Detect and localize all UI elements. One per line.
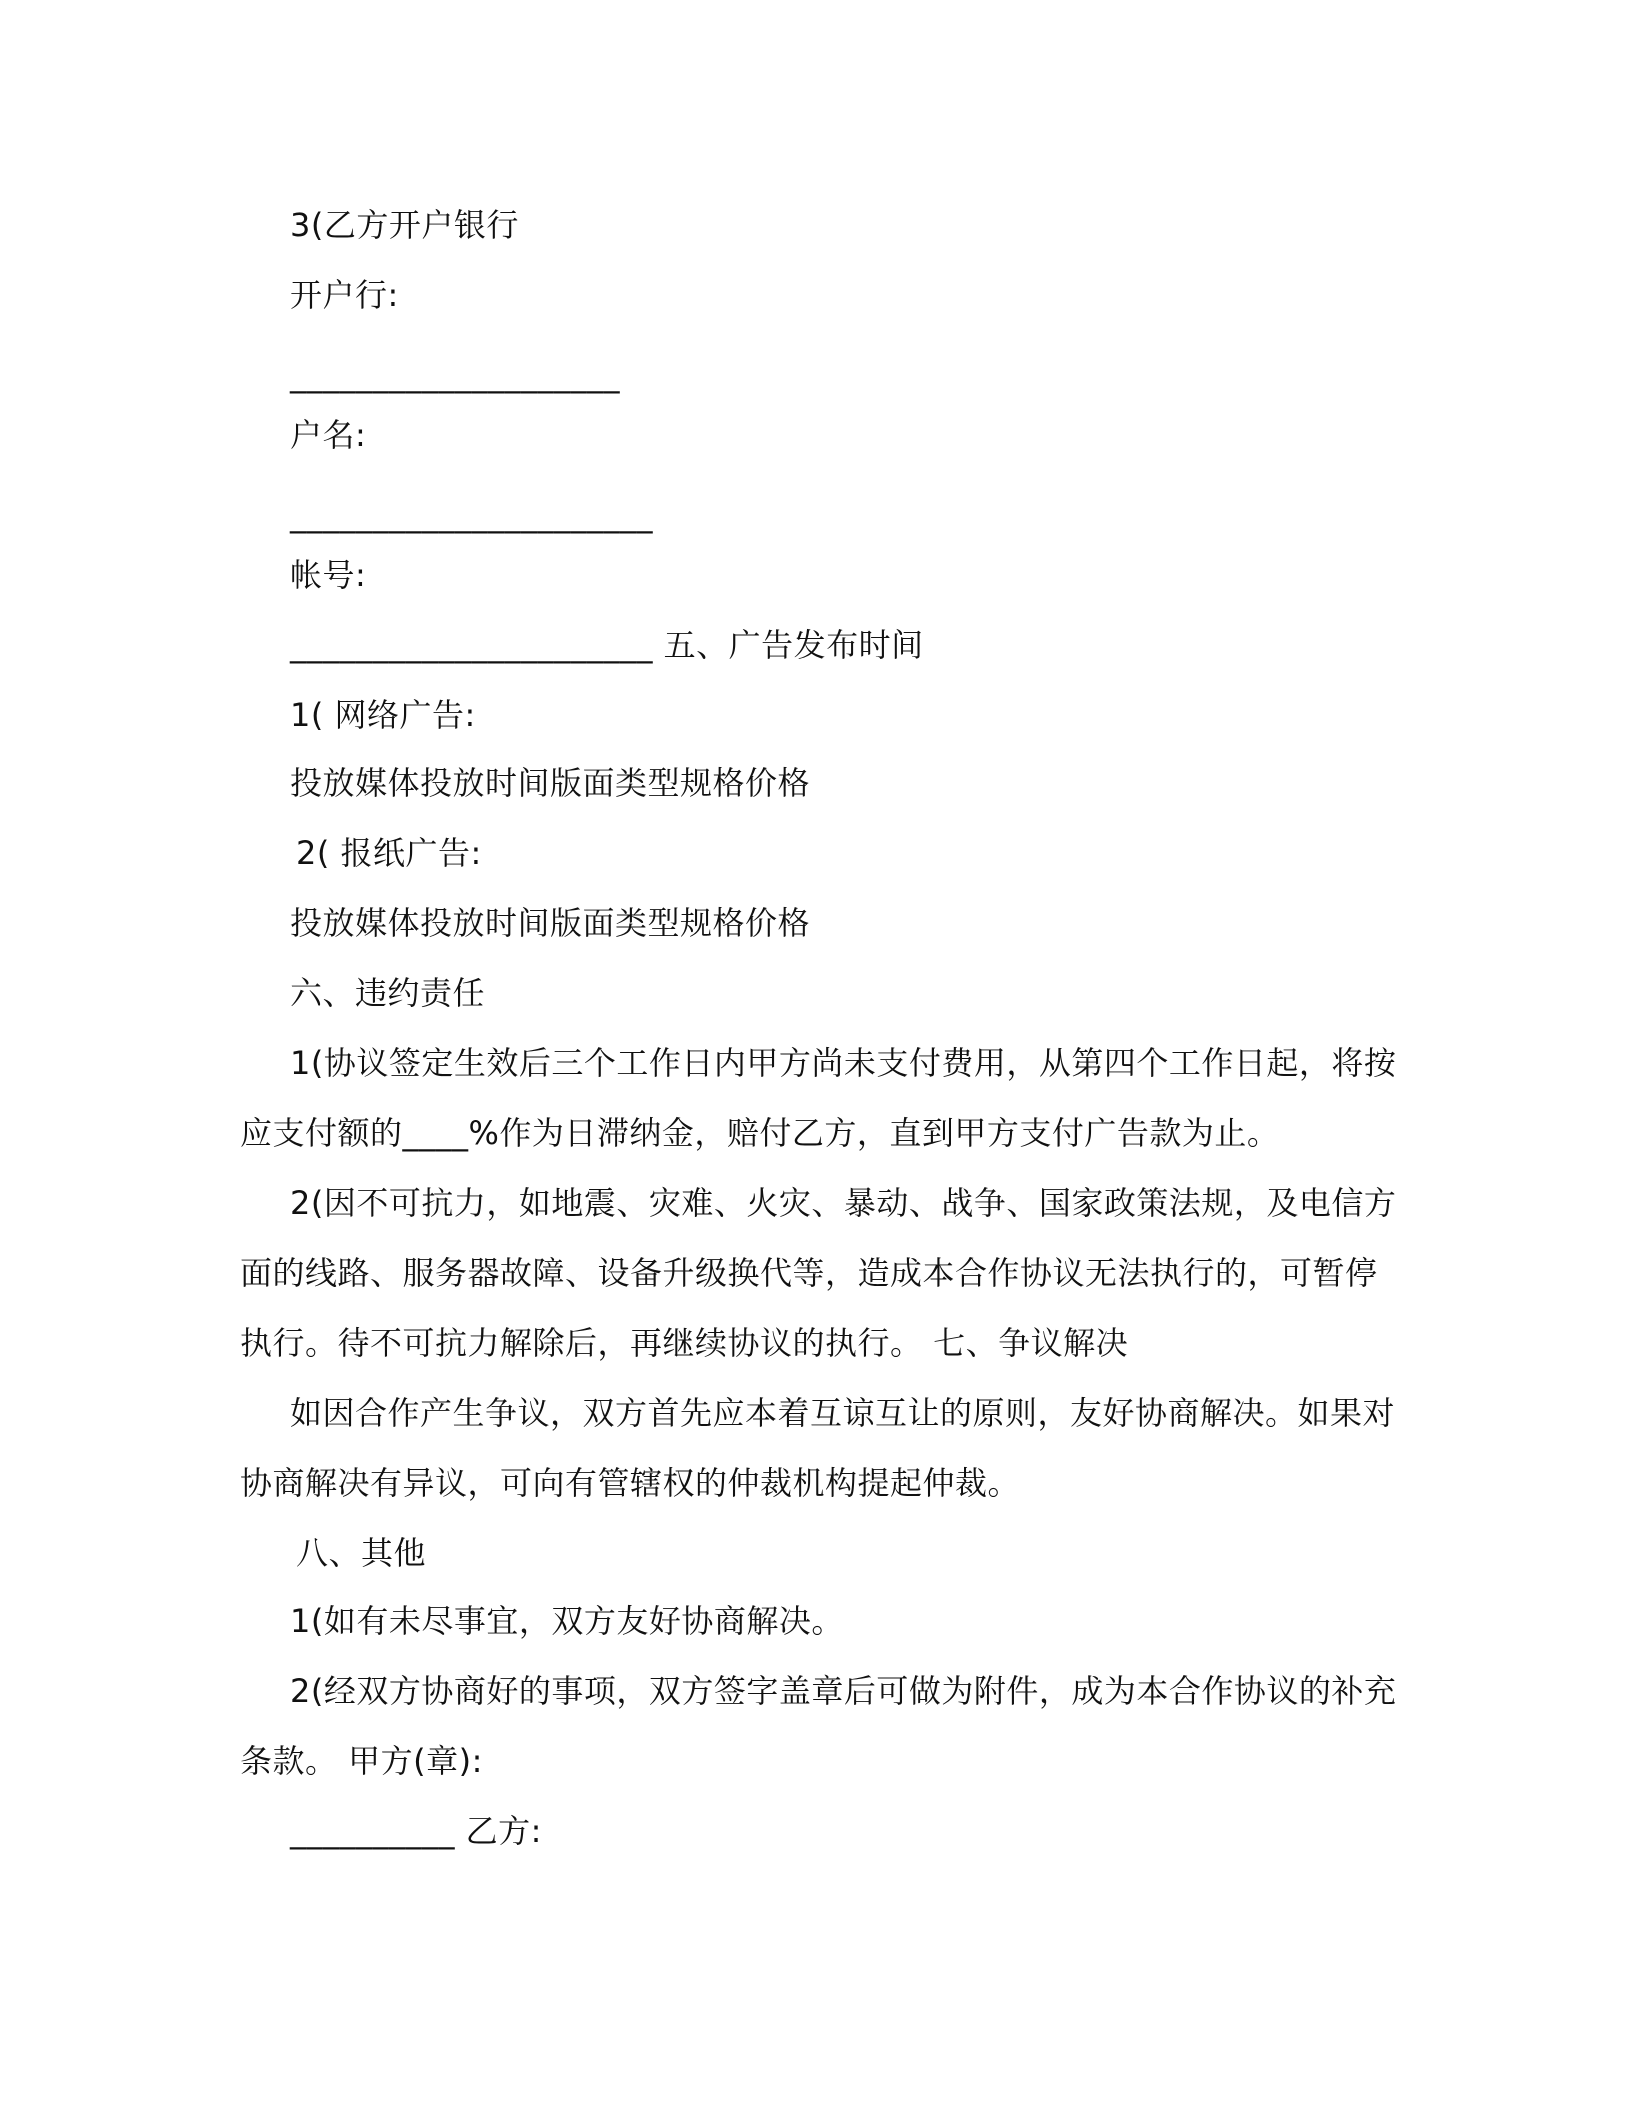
breach-clause-1-line-2: 应支付额的____%作为日滞纳金，赔付乙方，直到甲方支付广告款为止。 bbox=[240, 1114, 1280, 1152]
online-ad-columns: 投放媒体投放时间版面类型规格价格 bbox=[290, 764, 811, 802]
account-number-label: 帐号: bbox=[290, 556, 367, 594]
section-6-heading: 六、违约责任 bbox=[290, 974, 486, 1012]
signature-line: __________ 乙方: bbox=[290, 1812, 542, 1850]
section-8-heading: 八、其他 bbox=[296, 1534, 427, 1572]
bank-name-label: 开户行: bbox=[290, 276, 399, 314]
breach-clause-2-line-1: 2(因不可抗力，如地震、灾难、火灾、暴动、战争、国家政策法规，及电信方 bbox=[290, 1184, 1397, 1222]
breach-clause-1-line-1: 1(协议签定生效后三个工作日内甲方尚未支付费用，从第四个工作日起，将按 bbox=[290, 1044, 1397, 1082]
newspaper-ad-columns: 投放媒体投放时间版面类型规格价格 bbox=[290, 904, 811, 942]
account-name-blank: ______________________ bbox=[290, 496, 653, 534]
other-clause-1: 1(如有未尽事宜，双方友好协商解决。 bbox=[290, 1602, 844, 1640]
newspaper-ad-label: 2( 报纸广告: bbox=[296, 834, 482, 872]
section-5-heading-line: ______________________ 五、广告发布时间 bbox=[290, 626, 924, 664]
bank-name-blank: ____________________ bbox=[290, 356, 620, 394]
other-clause-2-line-2: 条款。 甲方(章): bbox=[240, 1742, 483, 1780]
online-ad-label: 1( 网络广告: bbox=[290, 696, 476, 734]
account-name-label: 户名: bbox=[290, 416, 367, 454]
bank-section-heading: 3(乙方开户银行 bbox=[290, 206, 519, 244]
other-clause-2-line-1: 2(经双方协商好的事项，双方签字盖章后可做为附件，成为本合作协议的补充 bbox=[290, 1672, 1397, 1710]
dispute-line-2: 协商解决有异议，可向有管辖权的仲裁机构提起仲裁。 bbox=[240, 1464, 1021, 1502]
breach-clause-2-line-3: 执行。待不可抗力解除后，再继续协议的执行。 七、争议解决 bbox=[240, 1324, 1129, 1362]
dispute-line-1: 如因合作产生争议，双方首先应本着互谅互让的原则，友好协商解决。如果对 bbox=[290, 1394, 1396, 1432]
breach-clause-2-line-2: 面的线路、服务器故障、设备升级换代等，造成本合作协议无法执行的，可暂停 bbox=[240, 1254, 1378, 1292]
